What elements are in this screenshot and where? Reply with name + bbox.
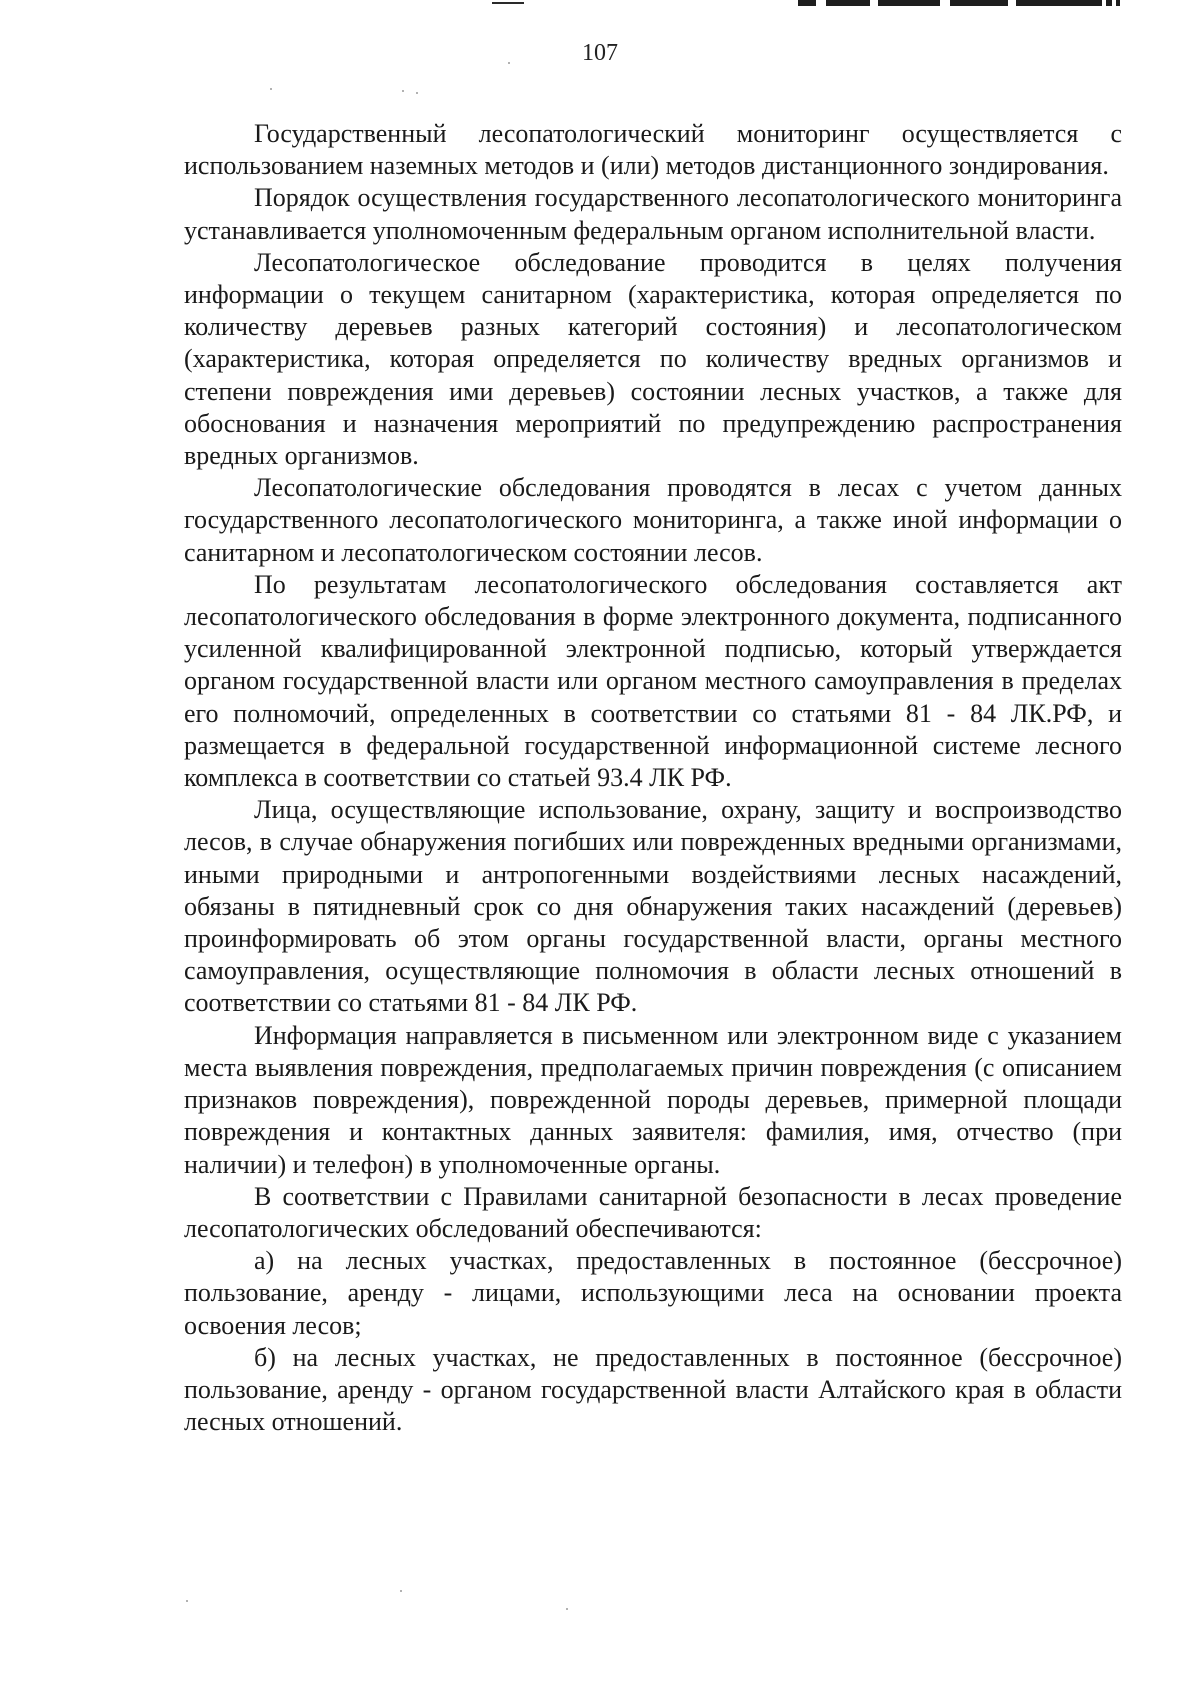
paragraph-monitoring-methods: Государственный лесопатологический мониторинг осуществляется с использованием наземных методов и (или) методов дистанционного зондирования. [184,119,1122,181]
paragraph-survey-act: По результатам лесопатологического обследования составляется акт лесопатологического обследования в форме электронного документа, подписанного усиленной квалифицированной электронной подписью, который утверждается органом государственной власти или органом местного самоуправления в пределах его полномочий, определенных в соответствии со статьями 81 - 84 ЛК.РФ, и размещается в федеральной государственной информационной системе лесного комплекса в соответствии со статьей 93.4 ЛК РФ. [184,569,1122,793]
scan-speck [270,88,272,90]
paragraph-survey-basis: Лесопатологические обследования проводятся в лесах с учетом данных государственного лесопатологического мониторинга, а также иной информации о санитарном и лесопатологическом состоянии лесов. [184,473,1122,567]
scan-speck [416,92,418,94]
scan-artifact-bar [1116,0,1120,6]
document-body [184,118,1122,1438]
scan-artifact-bar [1106,0,1112,6]
paragraph-sanitary-rules: В соответствии с Правилами санитарной безопасности в лесах проведение лесопатологических обследований обеспечиваются: [184,1181,1122,1243]
paragraph-survey-purpose: Лесопатологическое обследование проводится в целях получения информации о текущем санитарном (характеристика, которая определяется по количеству деревьев разных категорий состояния) и лесопатологическом (характеристика, которая определяется по количеству вредных организмов и степени повреждения ими деревьев) состоянии лесных участков, а также для обоснования и назначения мероприятий по предупреждению распространения вредных организмов. [184,247,1122,471]
paragraph-monitoring-procedure: Порядок осуществления государственного лесопатологического мониторинга устанавливается уполномоченным федеральным органом исполнительной власти. [184,183,1122,245]
scan-artifact-bar [1016,0,1102,6]
scan-artifact-bar [798,0,816,6]
page-number: 107 [582,40,618,66]
scan-artifact-bar [878,0,940,6]
scan-speck [402,90,404,92]
scan-speck [186,1600,188,1602]
paragraph-item-a: а) на лесных участках, предоставленных в постоянное (бессрочное) пользование, аренду - лицами, использующими леса на основании проекта освоения лесов; [184,1246,1122,1340]
scan-artifact-bar [826,0,870,6]
paragraph-reporting-obligation: Лица, осуществляющие использование, охрану, защиту и воспроизводство лесов, в случае обнаружения погибших или поврежденных вредными организмами, иными природными и антропогенными воздействиями лесных насаждений, обязаны в пятидневный срок со дня обнаружения таких насаждений (деревьев) проинформировать об этом органы государственной власти, органы местного самоуправления, осуществляющие полномочия в области лесных отношений в соответствии со статьями 81 - 84 ЛК РФ. [184,795,1122,1018]
paragraph-information-content: Информация направляется в письменном или электронном виде с указанием места выявления повреждения, предполагаемых причин повреждения (с описанием признаков повреждения), поврежденной породы деревьев, примерной площади повреждения и контактных данных заявителя: фамилия, имя, отчество (при наличии) и телефон) в уполномоченные органы. [184,1020,1122,1179]
scan-artifact-bar [950,0,1008,6]
scan-speck [566,1608,568,1610]
paragraph-item-b: б) на лесных участках, не предоставленных в постоянное (бессрочное) пользование, аренду - органом государственной власти Алтайского края в области лесных отношений. [184,1342,1122,1437]
scan-speck [400,1590,402,1592]
scan-artifact-dash [492,2,524,4]
